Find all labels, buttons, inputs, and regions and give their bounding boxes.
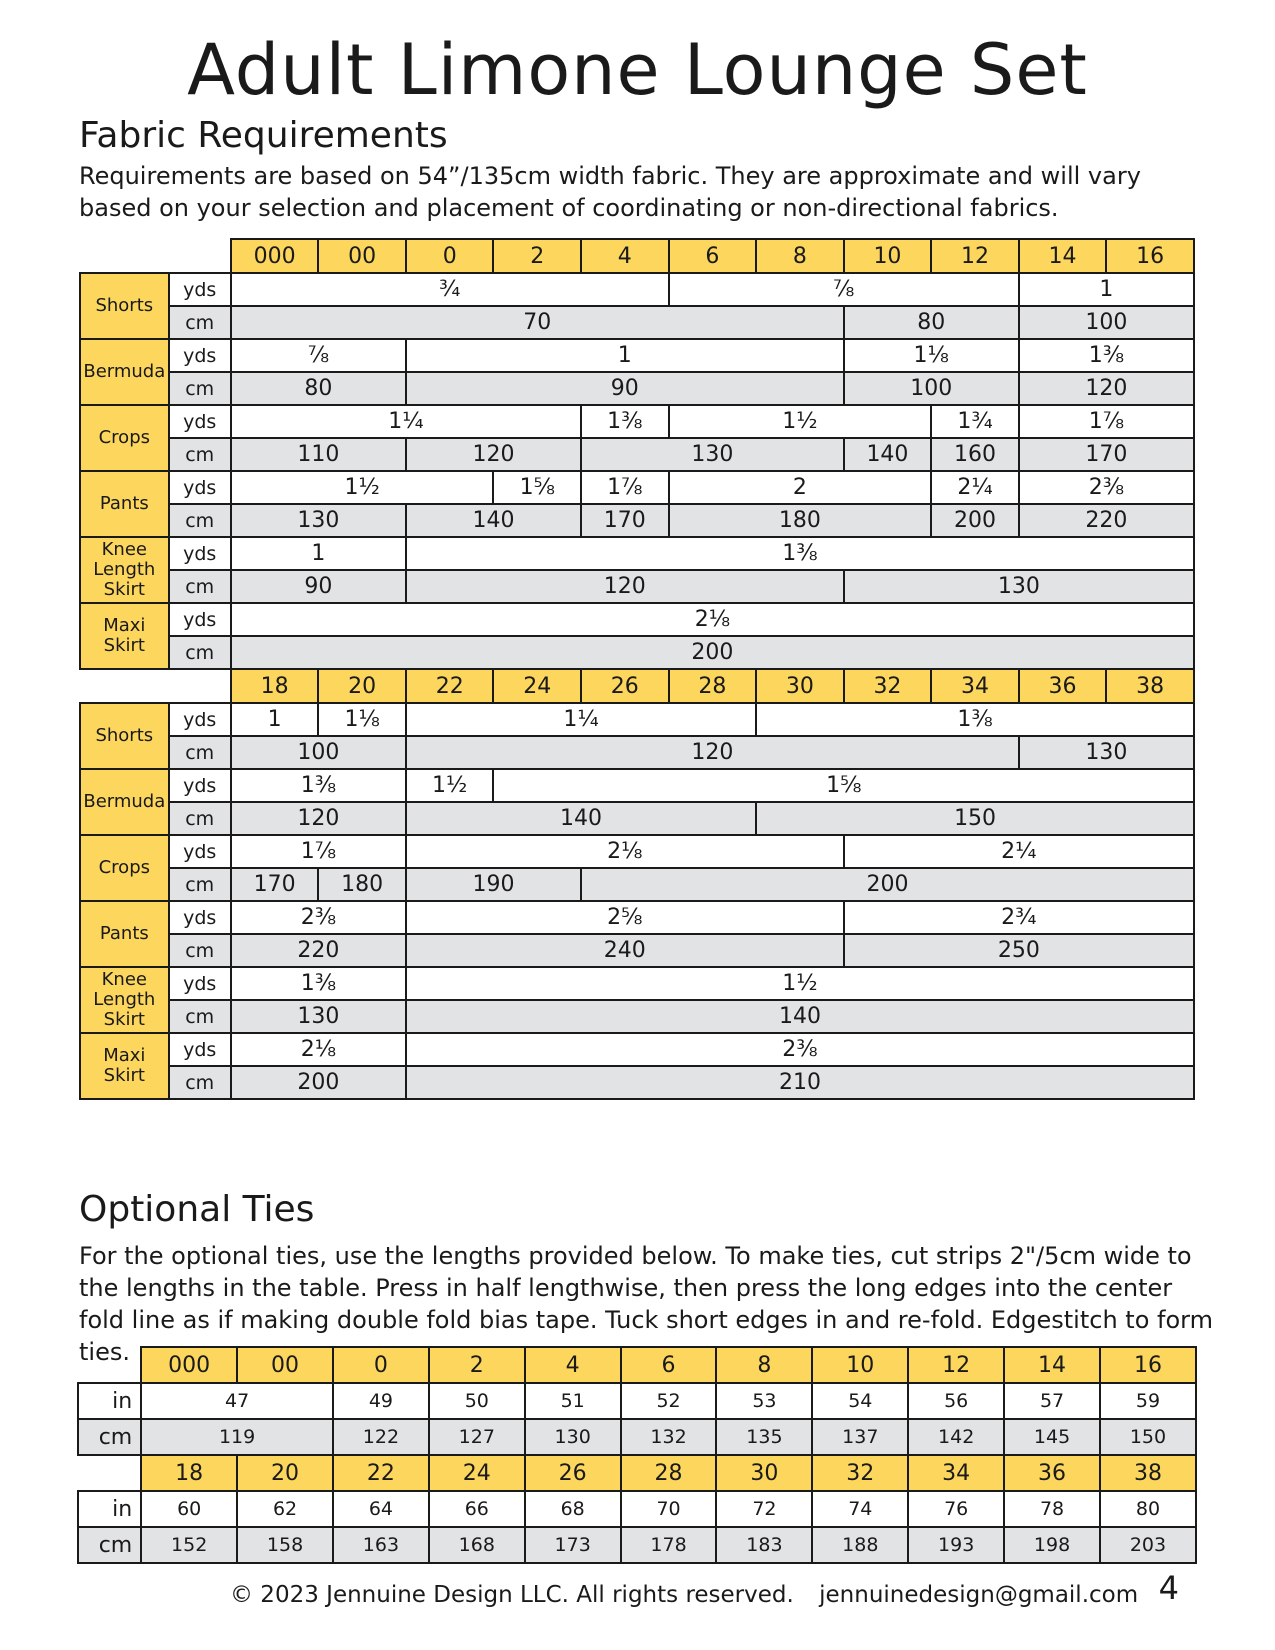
size-header-cell: 000	[231, 239, 319, 273]
fabric-intro: Requirements are based on 54”/135cm width fabric. They are approximate and will vary based on your selection and placement of coordinating or non-directional fabrics.	[79, 162, 1141, 222]
yds-value-cell: 1⅜	[756, 703, 1194, 736]
garment-row	[80, 471, 1194, 504]
cm-value-cell: 130	[231, 504, 406, 537]
yds-value-cell: 2⅜	[1019, 471, 1194, 504]
yds-value-cell: 1⅞	[581, 471, 669, 504]
size-header-cell: 00	[318, 239, 406, 273]
yds-value-cell: 1⅞	[231, 835, 406, 868]
unit-label: cm	[169, 372, 231, 405]
size-header-cell: 12	[931, 239, 1019, 273]
size-header-cell: 8	[756, 239, 844, 273]
size-header-cell: 18	[231, 669, 319, 703]
garment-row	[80, 835, 1194, 868]
size-header-cell: 16	[1100, 1347, 1196, 1383]
garment-row	[80, 736, 1194, 769]
size-header-cell: 8	[716, 1347, 812, 1383]
tie-length-cell: 135	[716, 1419, 812, 1455]
size-header-cell: 32	[812, 1455, 908, 1491]
size-header-cell: 10	[812, 1347, 908, 1383]
unit-label: cm	[169, 1066, 231, 1099]
size-header-cell: 36	[1004, 1455, 1100, 1491]
garment-label: Maxi Skirt	[80, 1033, 169, 1099]
size-header-cell: 34	[931, 669, 1019, 703]
garment-row	[80, 372, 1194, 405]
yds-value-cell: 1¾	[931, 405, 1019, 438]
size-header-cell: 14	[1019, 239, 1107, 273]
size-header-cell: 4	[525, 1347, 621, 1383]
tie-length-cell: 130	[525, 1419, 621, 1455]
yds-value-cell: 1⅝	[493, 769, 1194, 802]
yds-value-cell: ¾	[231, 273, 669, 306]
size-header-cell: 2	[493, 239, 581, 273]
cm-value-cell: 150	[756, 802, 1194, 835]
size-header-cell: 38	[1106, 669, 1194, 703]
unit-label: cm	[169, 504, 231, 537]
cm-value-cell: 160	[931, 438, 1019, 471]
garment-row	[80, 1033, 1194, 1066]
yds-value-cell: 1⅛	[318, 703, 406, 736]
unit-label: cm	[169, 1000, 231, 1033]
yds-value-cell: 1½	[406, 769, 494, 802]
garment-label: Knee Length Skirt	[80, 967, 169, 1033]
garment-row	[80, 967, 1194, 1000]
garment-row	[80, 405, 1194, 438]
ties-intro: For the optional ties, use the lengths provided below. To make ties, cut strips 2"/5cm wide to the lengths in the table. Press in half lengthwise, then press the long edges into the center fold line as if making double fold bias tape. Tuck short edges in and re-fold. Edgestitch to form ties.	[79, 1242, 1213, 1366]
yds-value-cell: 1	[231, 703, 319, 736]
tie-length-cell: 193	[908, 1527, 1004, 1563]
unit-label: yds	[169, 273, 231, 306]
tie-length-cell: 59	[1100, 1383, 1196, 1419]
cm-value-cell: 200	[581, 868, 1194, 901]
garment-row	[80, 438, 1194, 471]
ties-size-header-row	[78, 1347, 1196, 1383]
tie-length-cell: 119	[141, 1419, 333, 1455]
garment-row	[80, 868, 1194, 901]
yds-value-cell: 1½	[669, 405, 932, 438]
garment-label: Shorts	[80, 703, 169, 769]
empty-corner-cell	[78, 1455, 141, 1491]
unit-label: yds	[169, 769, 231, 802]
unit-label: cm	[78, 1419, 141, 1455]
tie-length-cell: 47	[141, 1383, 333, 1419]
tie-length-cell: 70	[621, 1491, 717, 1527]
garment-label: Crops	[80, 835, 169, 901]
size-header-cell: 26	[525, 1455, 621, 1491]
garment-label: Crops	[80, 405, 169, 471]
tie-length-cell: 72	[716, 1491, 812, 1527]
optional-ties-heading: Optional Ties	[79, 1189, 315, 1230]
yds-value-cell: 1⅞	[1019, 405, 1194, 438]
yds-value-cell: 1⅛	[844, 339, 1019, 372]
cm-value-cell: 90	[406, 372, 844, 405]
ties-size-header-row	[78, 1455, 1196, 1491]
empty-corner-cell	[80, 669, 169, 703]
cm-value-cell: 140	[844, 438, 932, 471]
yds-value-cell: 2⅛	[231, 1033, 406, 1066]
size-header-cell: 24	[493, 669, 581, 703]
copyright-text: © 2023 Jennuine Design LLC. All rights reserved.	[230, 1582, 794, 1608]
unit-label: yds	[169, 537, 231, 570]
cm-value-cell: 90	[231, 570, 406, 603]
size-header-row	[80, 239, 1194, 273]
garment-row	[80, 504, 1194, 537]
cm-value-cell: 130	[581, 438, 844, 471]
unit-label: cm	[169, 802, 231, 835]
cm-value-cell: 80	[231, 372, 406, 405]
ties-cm-row	[78, 1419, 1196, 1455]
tie-length-cell: 183	[716, 1527, 812, 1563]
size-header-cell: 0	[333, 1347, 429, 1383]
yds-value-cell: 2⅛	[231, 603, 1194, 636]
yds-value-cell: 1½	[231, 471, 494, 504]
yds-value-cell: ⅞	[231, 339, 406, 372]
size-header-cell: 20	[237, 1455, 333, 1491]
unit-label: cm	[169, 636, 231, 669]
cm-value-cell: 120	[406, 736, 1019, 769]
size-header-cell: 4	[581, 239, 669, 273]
tie-length-cell: 78	[1004, 1491, 1100, 1527]
garment-row	[80, 934, 1194, 967]
unit-label: yds	[169, 405, 231, 438]
unit-label: cm	[169, 438, 231, 471]
yds-value-cell: 2	[669, 471, 932, 504]
tie-length-cell: 56	[908, 1383, 1004, 1419]
cm-value-cell: 110	[231, 438, 406, 471]
size-header-cell: 20	[318, 669, 406, 703]
yds-value-cell: 1	[231, 537, 406, 570]
yds-value-cell: 2¼	[931, 471, 1019, 504]
cm-value-cell: 170	[231, 868, 319, 901]
size-header-cell: 000	[141, 1347, 237, 1383]
cm-value-cell: 80	[844, 306, 1019, 339]
size-header-cell: 12	[908, 1347, 1004, 1383]
size-header-cell: 00	[237, 1347, 333, 1383]
cm-value-cell: 140	[406, 802, 756, 835]
yds-value-cell: 1	[1019, 273, 1194, 306]
yds-value-cell: 1⅝	[493, 471, 581, 504]
tie-length-cell: 145	[1004, 1419, 1100, 1455]
size-header-cell: 24	[429, 1455, 525, 1491]
unit-label: cm	[169, 736, 231, 769]
size-header-cell: 34	[908, 1455, 1004, 1491]
yds-value-cell: 1⅜	[231, 967, 406, 1000]
yds-value-cell: 1⅜	[1019, 339, 1194, 372]
tie-length-cell: 62	[237, 1491, 333, 1527]
tie-length-cell: 76	[908, 1491, 1004, 1527]
yds-value-cell: 1¼	[406, 703, 756, 736]
garment-row	[80, 1000, 1194, 1033]
size-header-cell: 28	[669, 669, 757, 703]
size-header-cell: 6	[621, 1347, 717, 1383]
garment-label: Shorts	[80, 273, 169, 339]
garment-row	[80, 703, 1194, 736]
cm-value-cell: 130	[1019, 736, 1194, 769]
tie-length-cell: 64	[333, 1491, 429, 1527]
cm-value-cell: 100	[231, 736, 406, 769]
yds-value-cell: 2¼	[844, 835, 1194, 868]
fabric-requirements-table	[79, 238, 1195, 1100]
cm-value-cell: 70	[231, 306, 844, 339]
tie-length-cell: 158	[237, 1527, 333, 1563]
tie-length-cell: 127	[429, 1419, 525, 1455]
tie-length-cell: 52	[621, 1383, 717, 1419]
contact-email: jennuinedesign@gmail.com	[819, 1582, 1139, 1608]
tie-length-cell: 132	[621, 1419, 717, 1455]
yds-value-cell: 2⅜	[406, 1033, 1194, 1066]
cm-value-cell: 180	[318, 868, 406, 901]
tie-length-cell: 49	[333, 1383, 429, 1419]
size-header-cell: 38	[1100, 1455, 1196, 1491]
unit-label: yds	[169, 901, 231, 934]
size-header-cell: 28	[621, 1455, 717, 1491]
unit-label: cm	[169, 570, 231, 603]
size-header-cell: 30	[716, 1455, 812, 1491]
ties-in-row	[78, 1383, 1196, 1419]
yds-value-cell: 1⅜	[231, 769, 406, 802]
empty-corner-cell	[169, 669, 231, 703]
garment-row	[80, 570, 1194, 603]
empty-corner-cell	[80, 239, 169, 273]
garment-row	[80, 537, 1194, 570]
unit-label: in	[78, 1491, 141, 1527]
tie-length-cell: 168	[429, 1527, 525, 1563]
unit-label: yds	[169, 967, 231, 1000]
cm-value-cell: 180	[669, 504, 932, 537]
page-title: Adult Limone Lounge Set	[187, 29, 1088, 111]
garment-row	[80, 769, 1194, 802]
tie-length-cell: 80	[1100, 1491, 1196, 1527]
garment-row	[80, 339, 1194, 372]
size-header-cell: 0	[406, 239, 494, 273]
ties-table	[77, 1346, 1197, 1564]
garment-row	[80, 901, 1194, 934]
empty-corner-cell	[169, 239, 231, 273]
cm-value-cell: 170	[581, 504, 669, 537]
ties-cm-row	[78, 1527, 1196, 1563]
cm-value-cell: 120	[1019, 372, 1194, 405]
tie-length-cell: 66	[429, 1491, 525, 1527]
tie-length-cell: 74	[812, 1491, 908, 1527]
tie-length-cell: 122	[333, 1419, 429, 1455]
tie-length-cell: 178	[621, 1527, 717, 1563]
cm-value-cell: 200	[231, 1066, 406, 1099]
yds-value-cell: 1⅜	[581, 405, 669, 438]
cm-value-cell: 140	[406, 1000, 1194, 1033]
size-header-row	[80, 669, 1194, 703]
size-header-cell: 36	[1019, 669, 1107, 703]
yds-value-cell: 1	[406, 339, 844, 372]
tie-length-cell: 54	[812, 1383, 908, 1419]
empty-corner-cell	[78, 1347, 141, 1383]
tie-length-cell: 173	[525, 1527, 621, 1563]
garment-row	[80, 802, 1194, 835]
cm-value-cell: 120	[231, 802, 406, 835]
unit-label: yds	[169, 471, 231, 504]
ties-in-row	[78, 1491, 1196, 1527]
tie-length-cell: 188	[812, 1527, 908, 1563]
unit-label: cm	[78, 1527, 141, 1563]
garment-row	[80, 1066, 1194, 1099]
garment-label: Pants	[80, 901, 169, 967]
size-header-cell: 2	[429, 1347, 525, 1383]
tie-length-cell: 60	[141, 1491, 237, 1527]
tie-length-cell: 53	[716, 1383, 812, 1419]
tie-length-cell: 142	[908, 1419, 1004, 1455]
fabric-requirements-heading: Fabric Requirements	[79, 115, 448, 156]
page-number: 4	[1158, 1569, 1179, 1607]
cm-value-cell: 120	[406, 570, 844, 603]
cm-value-cell: 190	[406, 868, 581, 901]
footer	[230, 1580, 1138, 1610]
unit-label: cm	[169, 934, 231, 967]
yds-value-cell: 1⅜	[406, 537, 1194, 570]
garment-label: Bermuda	[80, 769, 169, 835]
tie-length-cell: 51	[525, 1383, 621, 1419]
garment-row	[80, 636, 1194, 669]
tie-length-cell: 57	[1004, 1383, 1100, 1419]
tie-length-cell: 152	[141, 1527, 237, 1563]
yds-value-cell: 2⅜	[231, 901, 406, 934]
garment-label: Maxi Skirt	[80, 603, 169, 669]
unit-label: yds	[169, 703, 231, 736]
unit-label: yds	[169, 603, 231, 636]
yds-value-cell: 2¾	[844, 901, 1194, 934]
unit-label: in	[78, 1383, 141, 1419]
cm-value-cell: 140	[406, 504, 581, 537]
size-header-cell: 18	[141, 1455, 237, 1491]
cm-value-cell: 220	[1019, 504, 1194, 537]
cm-value-cell: 120	[406, 438, 581, 471]
tie-length-cell: 163	[333, 1527, 429, 1563]
tie-length-cell: 150	[1100, 1419, 1196, 1455]
garment-label: Pants	[80, 471, 169, 537]
cm-value-cell: 100	[844, 372, 1019, 405]
cm-value-cell: 170	[1019, 438, 1194, 471]
cm-value-cell: 250	[844, 934, 1194, 967]
size-header-cell: 22	[333, 1455, 429, 1491]
yds-value-cell: ⅞	[669, 273, 1019, 306]
cm-value-cell: 130	[231, 1000, 406, 1033]
unit-label: yds	[169, 339, 231, 372]
unit-label: cm	[169, 306, 231, 339]
cm-value-cell: 210	[406, 1066, 1194, 1099]
cm-value-cell: 220	[231, 934, 406, 967]
yds-value-cell: 1½	[406, 967, 1194, 1000]
garment-row	[80, 603, 1194, 636]
unit-label: cm	[169, 868, 231, 901]
size-header-cell: 10	[844, 239, 932, 273]
size-header-cell: 26	[581, 669, 669, 703]
size-header-cell: 30	[756, 669, 844, 703]
tie-length-cell: 198	[1004, 1527, 1100, 1563]
yds-value-cell: 2⅛	[406, 835, 844, 868]
tie-length-cell: 203	[1100, 1527, 1196, 1563]
cm-value-cell: 130	[844, 570, 1194, 603]
garment-row	[80, 273, 1194, 306]
cm-value-cell: 200	[231, 636, 1194, 669]
size-header-cell: 22	[406, 669, 494, 703]
unit-label: yds	[169, 1033, 231, 1066]
size-header-cell: 6	[669, 239, 757, 273]
garment-row	[80, 306, 1194, 339]
garment-label: Bermuda	[80, 339, 169, 405]
cm-value-cell: 200	[931, 504, 1019, 537]
cm-value-cell: 240	[406, 934, 844, 967]
garment-label: Knee Length Skirt	[80, 537, 169, 603]
size-header-cell: 32	[844, 669, 932, 703]
tie-length-cell: 68	[525, 1491, 621, 1527]
yds-value-cell: 1¼	[231, 405, 581, 438]
size-header-cell: 16	[1106, 239, 1194, 273]
unit-label: yds	[169, 835, 231, 868]
tie-length-cell: 137	[812, 1419, 908, 1455]
yds-value-cell: 2⅝	[406, 901, 844, 934]
tie-length-cell: 50	[429, 1383, 525, 1419]
cm-value-cell: 100	[1019, 306, 1194, 339]
size-header-cell: 14	[1004, 1347, 1100, 1383]
